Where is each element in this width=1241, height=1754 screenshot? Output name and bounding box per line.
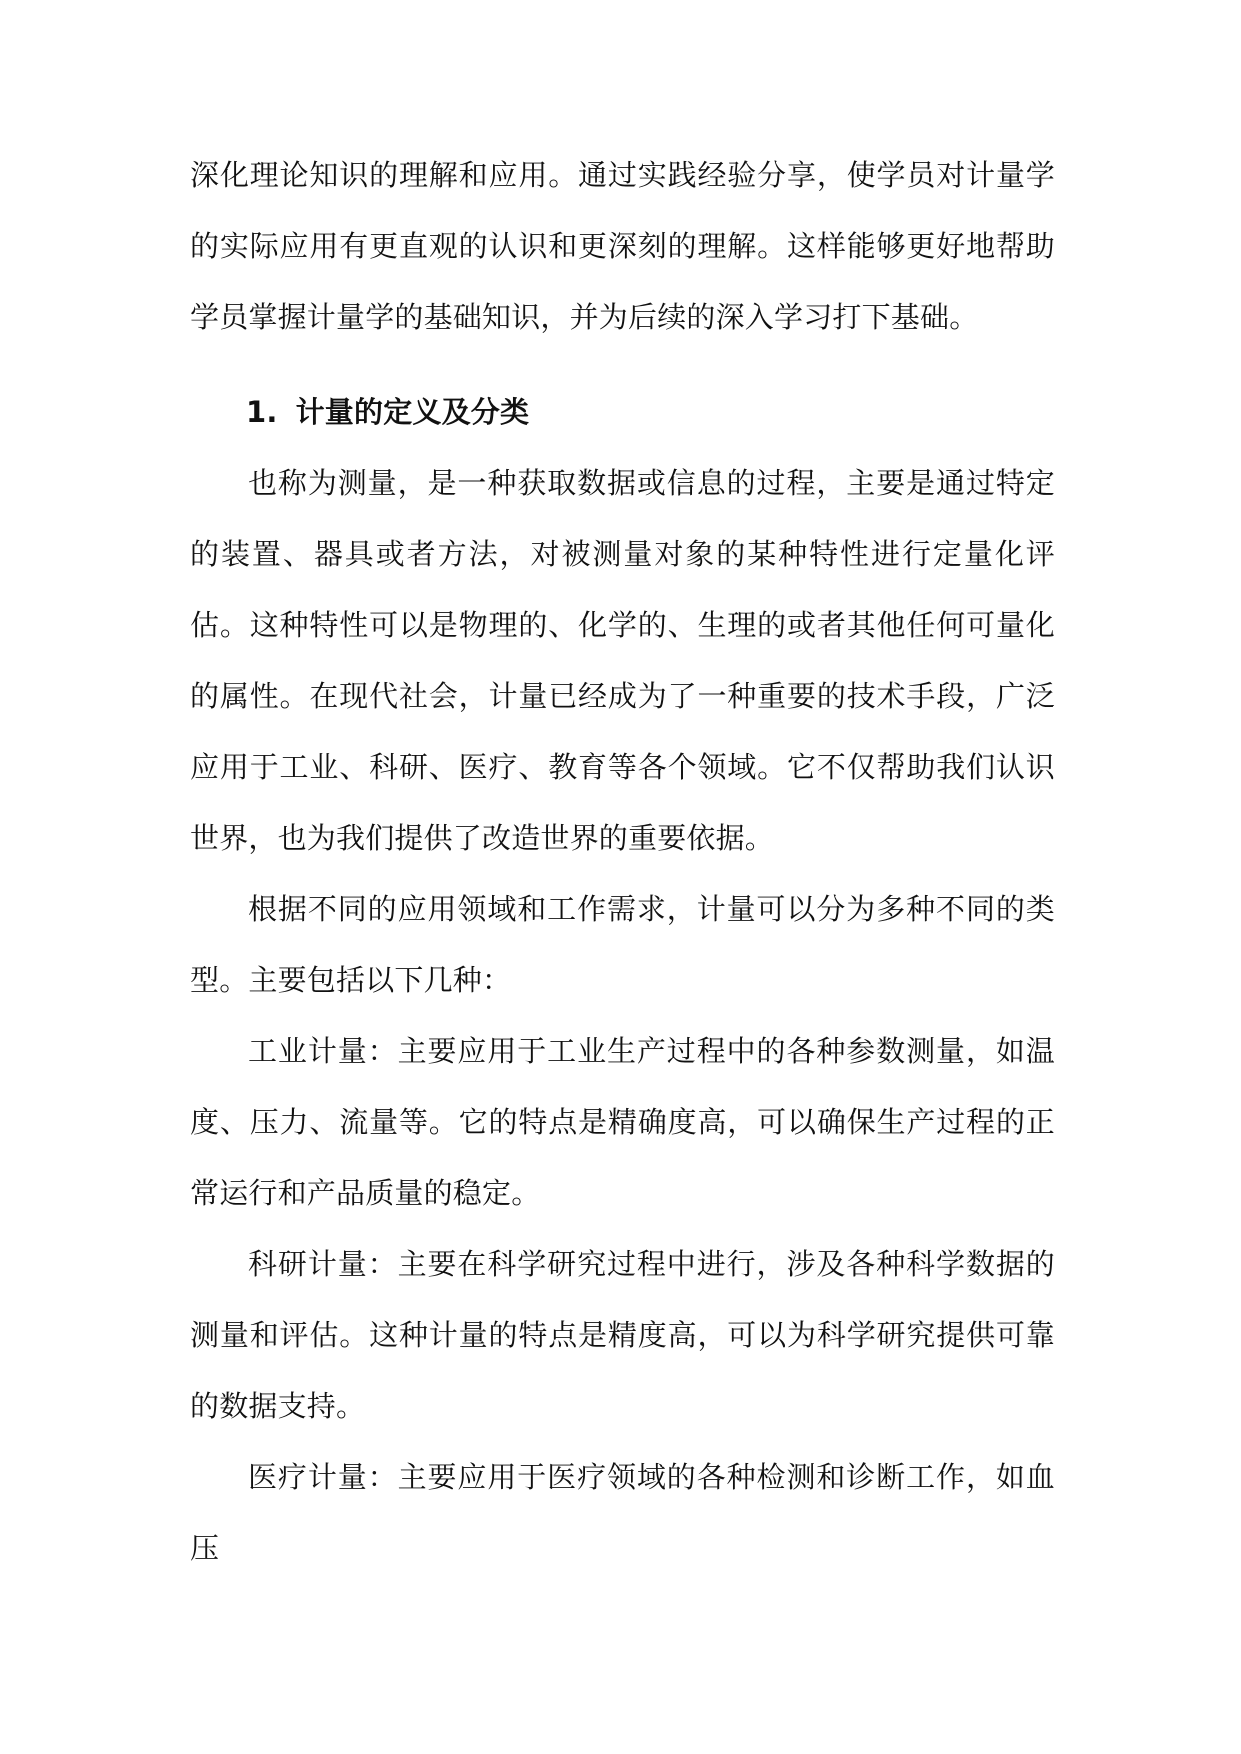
medical-metrology-paragraph: 医疗计量：主要应用于医疗领域的各种检测和诊断工作，如血压: [190, 1460, 1055, 1565]
intro-paragraph: 深化理论知识的理解和应用。通过实践经验分享，使学员对计量学的实际应用有更直观的认识和更深刻的理解。这样能够更好地帮助学员掌握计量学的基础知识，并为后续的深入学习打下基础。: [190, 158, 1055, 334]
industrial-metrology-paragraph: 工业计量：主要应用于工业生产过程中的各种参数测量，如温度、压力、流量等。它的特点是精确度高，可以确保生产过程的正常运行和产品质量的稳定。: [190, 1034, 1055, 1210]
document-body: [190, 140, 1055, 1584]
research-metrology-paragraph: 科研计量：主要在科学研究过程中进行，涉及各种科学数据的测量和评估。这种计量的特点是精度高，可以为科学研究提供可靠的数据支持。: [190, 1247, 1055, 1423]
section-heading: [190, 377, 1055, 448]
section-title: 计量的定义及分类: [295, 395, 530, 429]
definition-paragraph: 也称为测量，是一种获取数据或信息的过程，主要是通过特定的装置、器具或者方法，对被测量对象的某种特性进行定量化评估。这种特性可以是物理的、化学的、生理的或者其他任何可量化的属性。在现代社会，计量已经成为了一种重要的技术手段，广泛应用于工业、科研、医疗、教育等各个领域。它不仅帮助我们认识世界，也为我们提供了改造世界的重要依据。: [190, 466, 1055, 855]
section-number: 1.: [246, 395, 278, 429]
classification-paragraph: 根据不同的应用领域和工作需求，计量可以分为多种不同的类型。主要包括以下几种：: [190, 892, 1055, 997]
